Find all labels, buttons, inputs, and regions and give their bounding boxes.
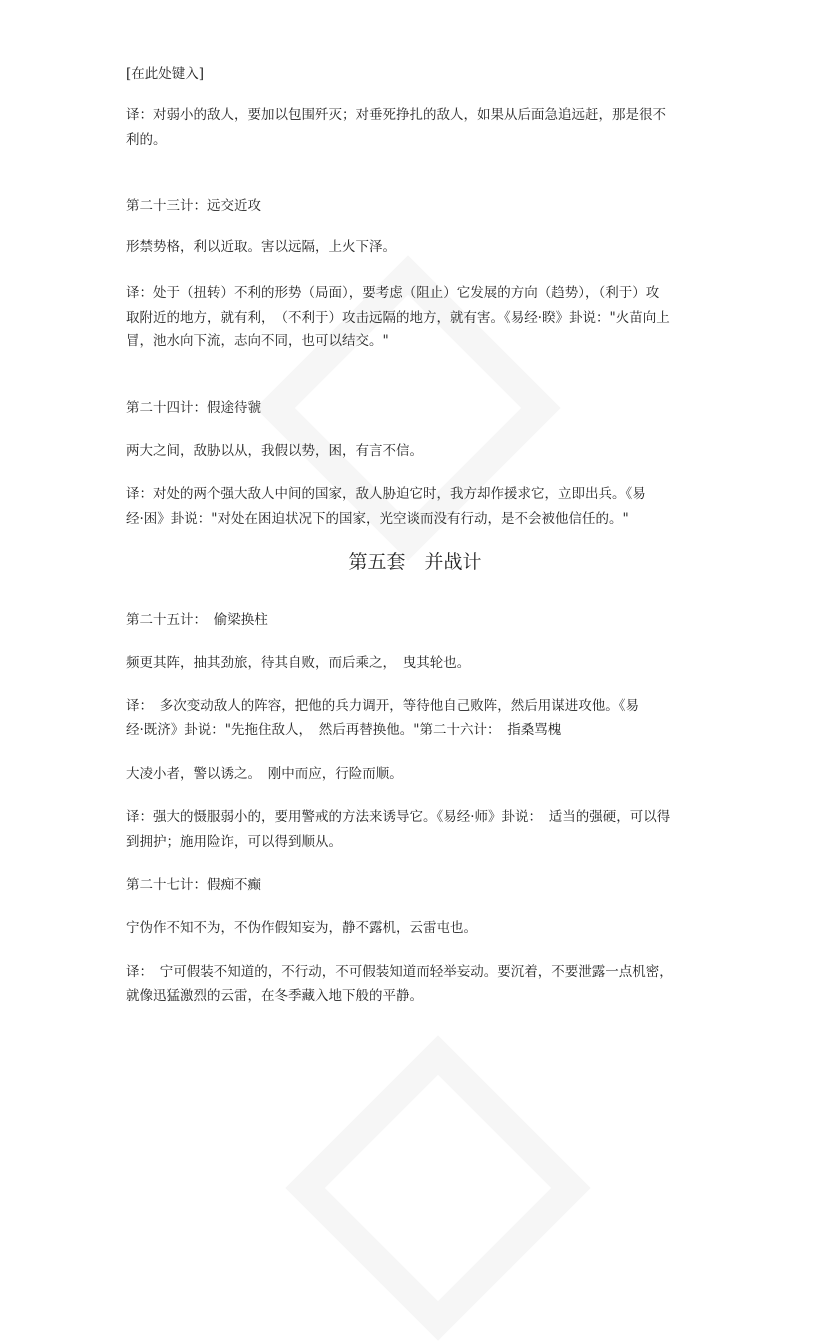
s26-text-line: 大凌小者，警以诱之。 刚中而应，行险而顺。 <box>126 766 403 782</box>
s25-text-line: 频更其阵，抽其劲旅，待其自败，而后乘之， 曳其轮也。 <box>126 655 471 671</box>
s27-text-line: 宁伪作不知不为，不伪作假知妄为，静不露机，云雷屯也。 <box>126 920 477 936</box>
s27-trans-line: 就像迅猛激烈的云雷，在冬季藏入地下般的平静。 <box>126 988 423 1004</box>
watermark-logo <box>285 1035 590 1340</box>
s27-trans-line: 译： 宁可假装不知道的，不行动，不可假装知道而轻举妄动。要沉着，不要泄露一点机密， <box>126 964 673 980</box>
s24-trans-line: 经·困》卦说："对处在困迫状况下的国家，光空谈而没有行动，是不会被他信任的。" <box>126 511 629 527</box>
s25-trans-line: 经·既济》卦说："先拖住敌人， 然后再替换他。"第二十六计： 指桑骂槐 <box>126 722 562 738</box>
s24-title-line: 第二十四计：假途待虢 <box>126 400 261 416</box>
p1-line: 译：对弱小的敌人，要加以包围歼灭；对垂死挣扎的敌人，如果从后面急追远赶，那是很不 <box>126 107 666 123</box>
s23-title-line: 第二十三计：远交近攻 <box>126 198 261 214</box>
s27-title-line: 第二十七计：假痴不癫 <box>126 877 261 893</box>
s23-text-line: 形禁势格，利以近取。害以远隔，上火下泽。 <box>126 239 396 255</box>
s23-trans-line: 译：处于（扭转）不利的形势（局面），要考虑（阻止）它发展的方向（趋势），（利于）攻 <box>126 285 660 301</box>
header-placeholder: [在此处键入] <box>126 66 205 82</box>
p1-line: 利的。 <box>126 132 167 148</box>
s24-trans-line: 译：对处的两个强大敌人中间的国家，敌人胁迫它时，我方却作援求它，立即出兵。《易 <box>126 486 646 502</box>
s23-trans-line: 冒，池水向下流，志向不同，也可以结交。" <box>126 333 389 349</box>
s25-trans-line: 译： 多次变动敌人的阵容，把他的兵力调开，等待他自己败阵，然后用谋进攻他。《易 <box>126 698 639 714</box>
chapter-heading: 第五套 并战计 <box>348 551 482 573</box>
s23-trans-line: 取附近的地方，就有利， （不利于）攻击远隔的地方，就有害。《易经·睽》卦说："火苗向上 <box>126 310 670 326</box>
s26-trans-line: 译：强大的慑服弱小的，要用警戒的方法来诱导它。《易经·师》卦说： 适当的强硬，可以得 <box>126 809 671 825</box>
s24-text-line: 两大之间，敌胁以从，我假以势，困，有言不信。 <box>126 443 423 459</box>
s26-trans-line: 到拥护；施用险诈，可以得到顺从。 <box>126 834 342 850</box>
s25-title-line: 第二十五计： 偷梁换柱 <box>126 612 268 628</box>
